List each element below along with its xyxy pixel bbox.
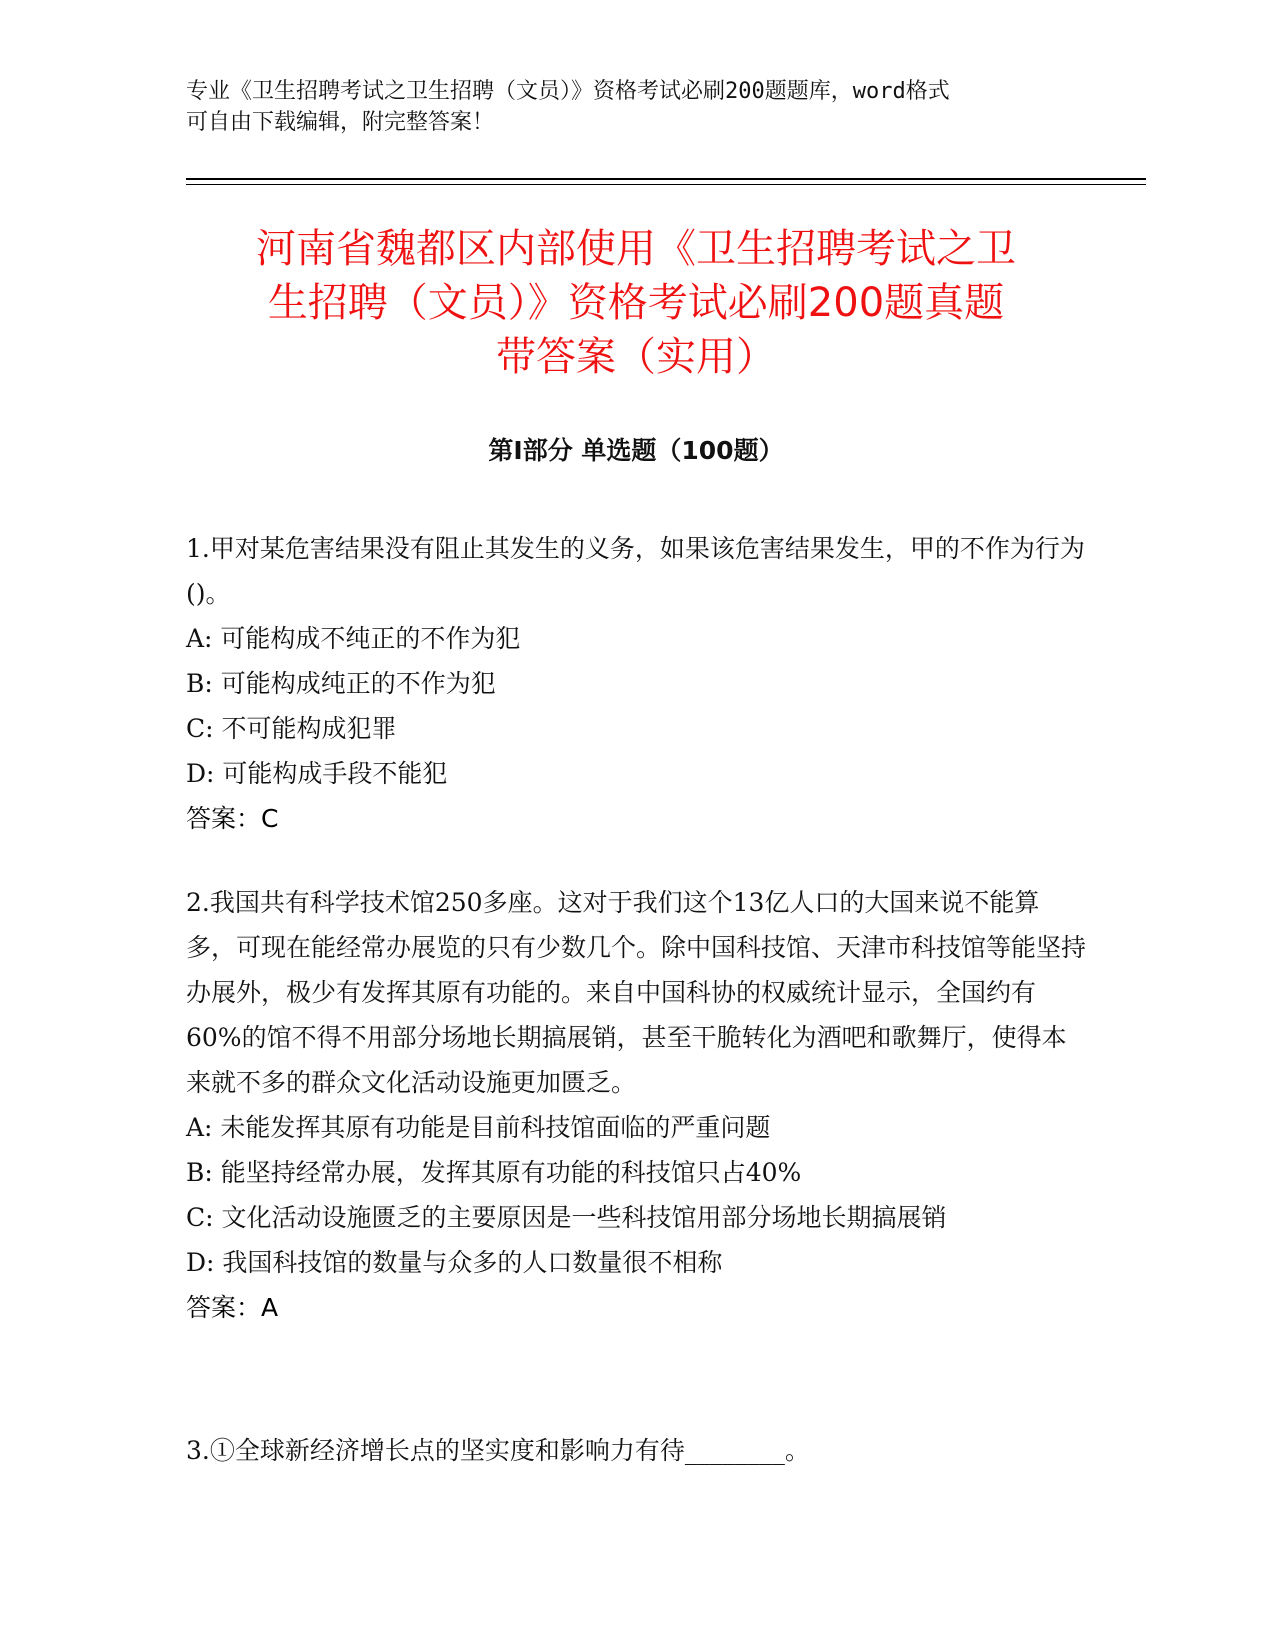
question-3: [186, 1428, 1086, 1473]
option-a: A: 可能构成不纯正的不作为犯: [186, 624, 521, 653]
header-divider-thick: [186, 178, 1146, 180]
question-text: 2.我国共有科学技术馆250多座。这对于我们这个13亿人口的大国来说不能算多，可现在能经常办展览的只有少数几个。除中国科技馆、天津市科技馆等能坚持办展外，极少有发挥其原有功能的。来自中国科协的权威统计显示，全国约有60%的馆不得不用部分场地长期搞展销，甚至干脆转化为酒吧和歌舞厅，使得本来就不多的群众文化活动设施更加匮乏。: [186, 888, 1087, 1097]
question-text: 1.甲对某危害结果没有阻止其发生的义务，如果该危害结果发生，甲的不作为行为()。: [186, 534, 1085, 608]
option-b: B: 可能构成纯正的不作为犯: [186, 669, 496, 698]
section-heading: 第Ⅰ部分 单选题（100题）: [488, 436, 784, 465]
header-note-line2: 可自由下载编辑，附完整答案！: [186, 110, 495, 135]
title-line3: 带答案（实用）: [496, 334, 776, 380]
question-text: 3.①全球新经济增长点的坚实度和影响力有待________。: [186, 1436, 810, 1465]
answer: 答案：C: [186, 804, 279, 833]
document-title: [186, 222, 1086, 384]
option-c: C: 文化活动设施匮乏的主要原因是一些科技馆用部分场地长期搞展销: [186, 1203, 947, 1232]
header-divider-thin: [186, 184, 1146, 185]
option-d: D: 可能构成手段不能犯: [186, 759, 448, 788]
title-line2: 生招聘（文员）》资格考试必刷200题真题: [267, 280, 1005, 326]
option-d: D: 我国科技馆的数量与众多的人口数量很不相称: [186, 1248, 723, 1277]
answer: 答案：A: [186, 1293, 279, 1322]
header-note-line1: 专业《卫生招聘考试之卫生招聘（文员）》资格考试必刷200题题库，word格式: [186, 79, 950, 104]
question-1: [186, 526, 1086, 841]
option-c: C: 不可能构成犯罪: [186, 714, 397, 743]
title-line1: 河南省魏都区内部使用《卫生招聘考试之卫: [256, 226, 1016, 272]
question-2: [186, 880, 1086, 1330]
option-a: A: 未能发挥其原有功能是目前科技馆面临的严重问题: [186, 1113, 771, 1142]
option-b: B: 能坚持经常办展，发挥其原有功能的科技馆只占40%: [186, 1158, 802, 1187]
header-note: [186, 76, 1066, 138]
